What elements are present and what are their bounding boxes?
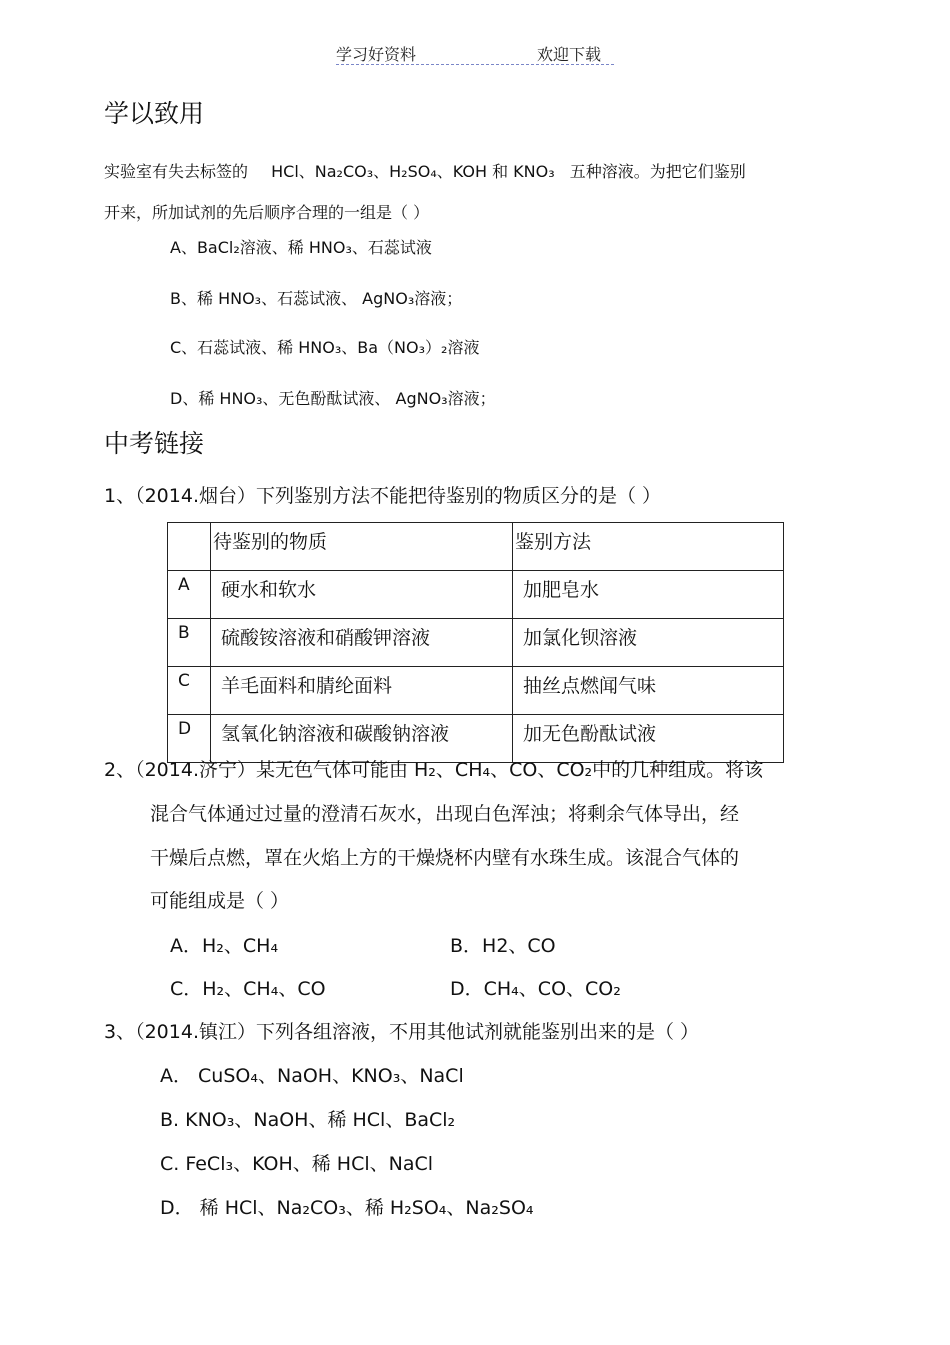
practice-line1-formulas: HCl、Na₂CO₃、H₂SO₄、KOH 和 KNO₃: [271, 162, 555, 181]
practice-line1-post: 五种溶液。为把它们鉴别: [569, 162, 746, 181]
q3-option-a: A． CuSO₄、NaOH、KNO₃、NaCl: [160, 1065, 464, 1087]
header-left: 学习好资料: [336, 45, 417, 64]
section-title-practice: 学以致用: [104, 99, 205, 128]
header-right: 欢迎下载: [537, 45, 602, 64]
q2-line3: 干燥后点燃，罩在火焰上方的干燥烧杯内壁有水珠生成。该混合气体的: [150, 847, 740, 869]
table-row: [168, 571, 784, 619]
q2-option-a: A．H₂、CH₄: [170, 935, 279, 957]
q3-option-b: B. KNO₃、NaOH、稀 HCl、BaCl₂: [160, 1109, 456, 1131]
table-header-method: 鉴别方法: [513, 523, 784, 571]
q2-line4: 可能组成是（ ）: [150, 890, 290, 912]
q2-option-c: C．H₂、CH₄、CO: [170, 978, 326, 1000]
table-cell-substance: 硫酸铵溶液和硝酸钾溶液: [211, 619, 513, 667]
table-cell-key: B: [168, 619, 211, 667]
q2-line1: 2、（2014.济宁）某无色气体可能由 H₂、CH₄、CO、CO₂中的几种组成。将该: [104, 759, 764, 781]
header-divider: [336, 64, 614, 65]
practice-option-a: A、BaCl₂溶液、稀 HNO₃、石蕊试液: [170, 238, 432, 257]
table-cell-key: A: [168, 571, 211, 619]
practice-question-line2: 开来，所加试剂的先后顺序合理的一组是（ ）: [104, 203, 430, 222]
table-cell-substance: 氢氧化钠溶液和碳酸钠溶液: [211, 715, 513, 763]
table-cell-method: 加无色酚酞试液: [513, 715, 784, 763]
practice-option-d: D、稀 HNO₃、无色酚酞试液、 AgNO₃溶液；: [170, 389, 496, 408]
practice-option-c: C、石蕊试液、稀 HNO₃、Ba（NO₃）₂溶液: [170, 338, 480, 357]
table-header-row: [168, 523, 784, 571]
table-cell-substance: 硬水和软水: [211, 571, 513, 619]
table-row: [168, 667, 784, 715]
q1-stem: 1、（2014.烟台）下列鉴别方法不能把待鉴别的物质区分的是（ ）: [104, 485, 662, 507]
table-header-substance: 待鉴别的物质: [211, 523, 513, 571]
table-cell-method: 加肥皂水: [513, 571, 784, 619]
q2-line2: 混合气体通过过量的澄清石灰水，出现白色浑浊；将剩余气体导出，经: [150, 803, 740, 825]
table-header-key: [168, 523, 211, 571]
q2-option-d: D．CH₄、CO、CO₂: [450, 978, 621, 1000]
table-cell-key: D: [168, 715, 211, 763]
practice-question-line1: [104, 159, 746, 182]
table-cell-key: C: [168, 667, 211, 715]
q2-option-b: B．H2、CO: [450, 935, 556, 957]
table-row: [168, 619, 784, 667]
practice-option-b: B、稀 HNO₃、石蕊试液、 AgNO₃溶液；: [170, 289, 463, 308]
practice-line1-pre: 实验室有失去标签的: [104, 162, 249, 181]
q3-option-d: D． 稀 HCl、Na₂CO₃、稀 H₂SO₄、Na₂SO₄: [160, 1197, 534, 1219]
table-cell-substance: 羊毛面料和腈纶面料: [211, 667, 513, 715]
table-cell-method: 抽丝点燃闻气味: [513, 667, 784, 715]
q3-stem: 3、（2014.镇江）下列各组溶液，不用其他试剂就能鉴别出来的是（ ）: [104, 1021, 700, 1043]
q3-option-c: C. FeCl₃、KOH、稀 HCl、NaCl: [160, 1153, 434, 1175]
q1-table: [167, 522, 784, 763]
section-title-exam: 中考链接: [104, 429, 205, 458]
table-cell-method: 加氯化钡溶液: [513, 619, 784, 667]
